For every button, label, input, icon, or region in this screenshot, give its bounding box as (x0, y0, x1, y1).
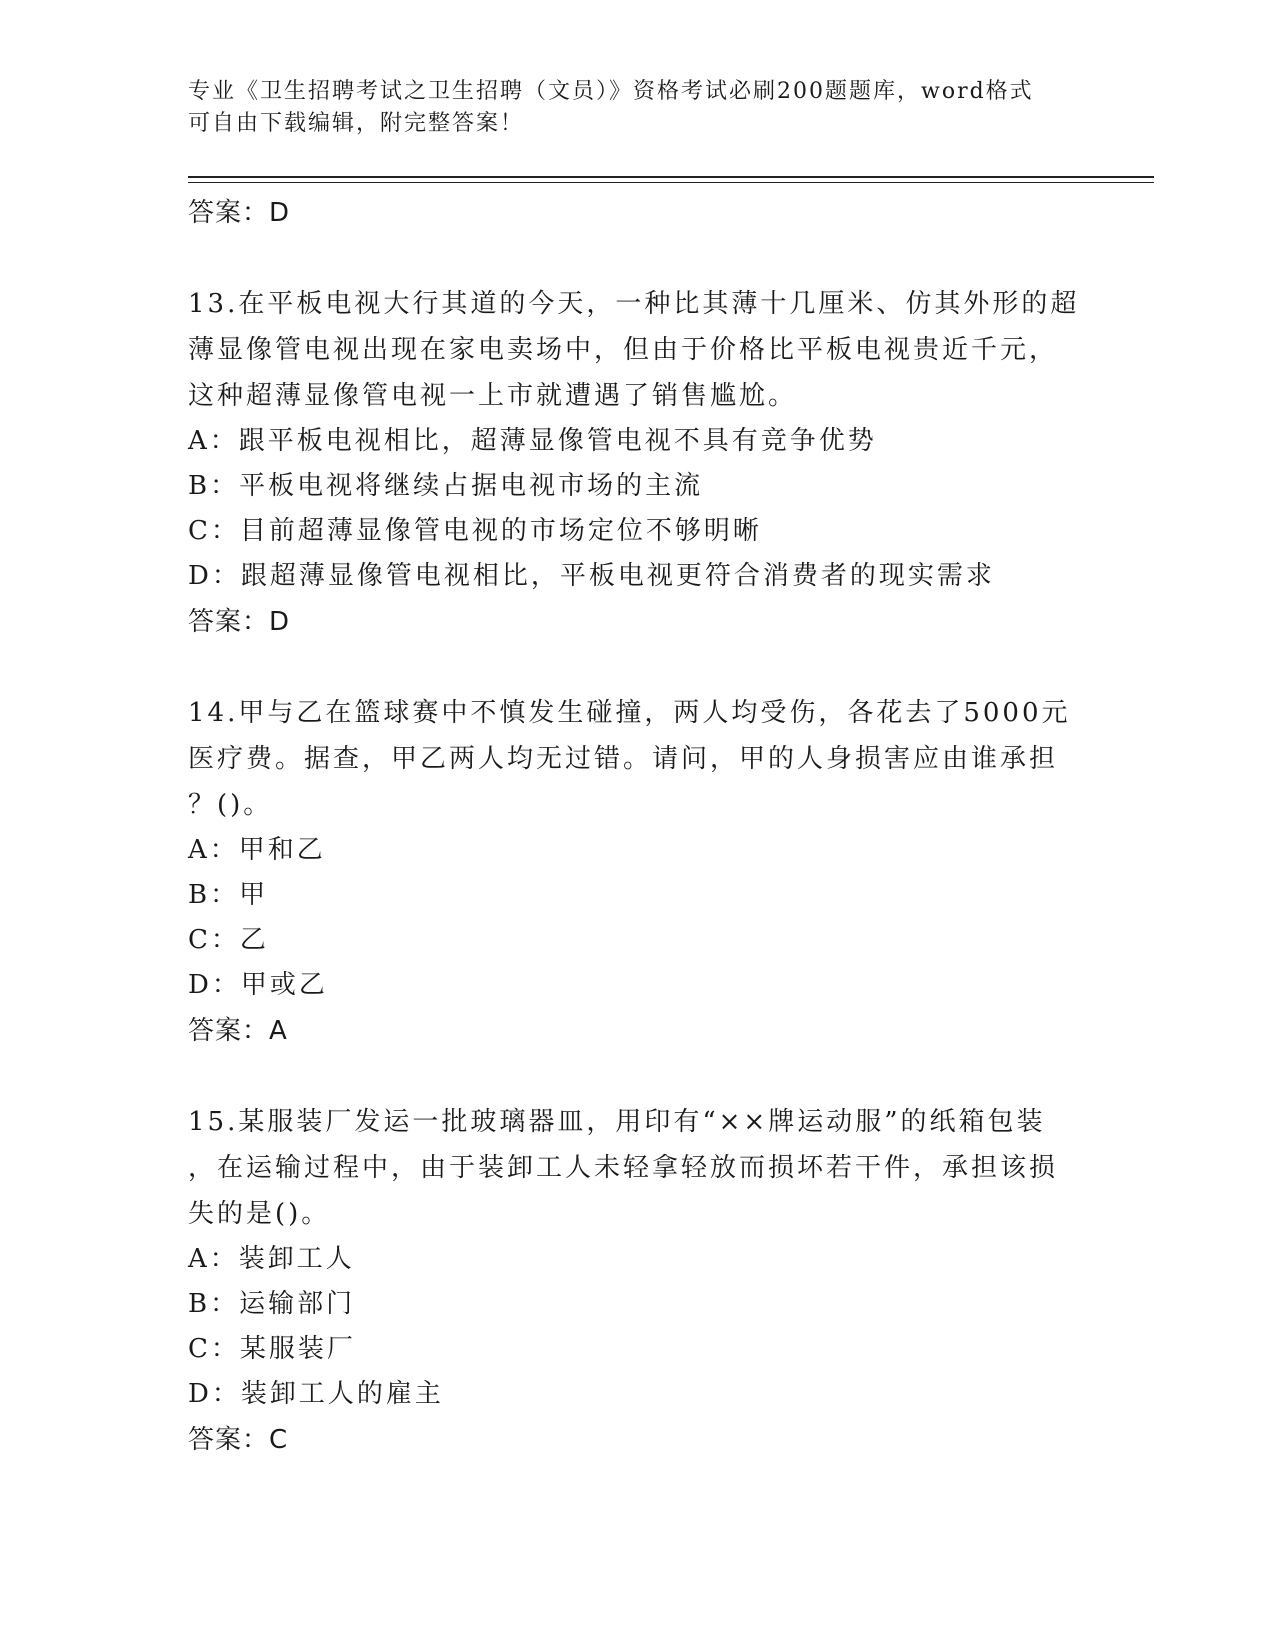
question-stem-line: 14.甲与乙在篮球赛中不慎发生碰撞，两人均受伤，各花去了5000元 (188, 698, 1071, 728)
question-stem-line: 这种超薄显像管电视一上市就遭遇了销售尴尬。 (188, 381, 798, 411)
question-stem-line: ，在运输过程中，由于装卸工人未轻拿轻放而损坏若干件，承担该损 (188, 1153, 1059, 1183)
option-a: A：跟平板电视相比，超薄显像管电视不具有竞争优势 (188, 426, 877, 456)
question-stem-line: ？()。 (188, 790, 273, 820)
option-d: D：装卸工人的雇主 (188, 1379, 444, 1409)
option-d: D：跟超薄显像管电视相比，平板电视更符合消费者的现实需求 (188, 561, 995, 591)
question-15 (188, 1099, 1088, 1463)
question-14 (188, 690, 1088, 1054)
answer: 答案：D (188, 607, 291, 637)
question-stem-line: 薄显像管电视出现在家电卖场中，但由于价格比平板电视贵近千元， (188, 335, 1059, 365)
option-a: A：甲和乙 (188, 835, 326, 865)
document-body (188, 190, 1088, 1463)
question-stem-line: 失的是()。 (188, 1199, 331, 1229)
option-b: B：甲 (188, 880, 269, 910)
question-13 (188, 281, 1088, 645)
option-a: A：装卸工人 (188, 1244, 355, 1274)
option-b: B：运输部门 (188, 1289, 356, 1319)
question-stem-line: 医疗费。据查，甲乙两人均无过错。请问，甲的人身损害应由谁承担 (188, 744, 1059, 774)
option-c: C：某服装厂 (188, 1334, 356, 1364)
header-rule-thin (188, 182, 1154, 183)
option-c: C：目前超薄显像管电视的市场定位不够明晰 (188, 516, 762, 546)
previous-answer: 答案：D (188, 198, 291, 228)
option-b: B：平板电视将继续占据电视市场的主流 (188, 471, 704, 501)
answer: 答案：C (188, 1425, 289, 1455)
header-line-2: 可自由下载编辑，附完整答案！ (188, 111, 525, 136)
header-rule-thick (188, 176, 1154, 178)
question-stem-line: 13.在平板电视大行其道的今天，一种比其薄十几厘米、仿其外形的超 (188, 289, 1080, 319)
option-d: D：甲或乙 (188, 970, 328, 1000)
option-c: C：乙 (188, 925, 269, 955)
answer: 答案：A (188, 1016, 288, 1046)
header-line-1: 专业《卫生招聘考试之卫生招聘（文员）》资格考试必刷200题题库，word格式 (188, 79, 1034, 104)
question-stem-line: 15.某服装厂发运一批玻璃器皿，用印有“××牌运动服”的纸箱包装 (188, 1107, 1046, 1137)
document-header (188, 76, 1088, 140)
